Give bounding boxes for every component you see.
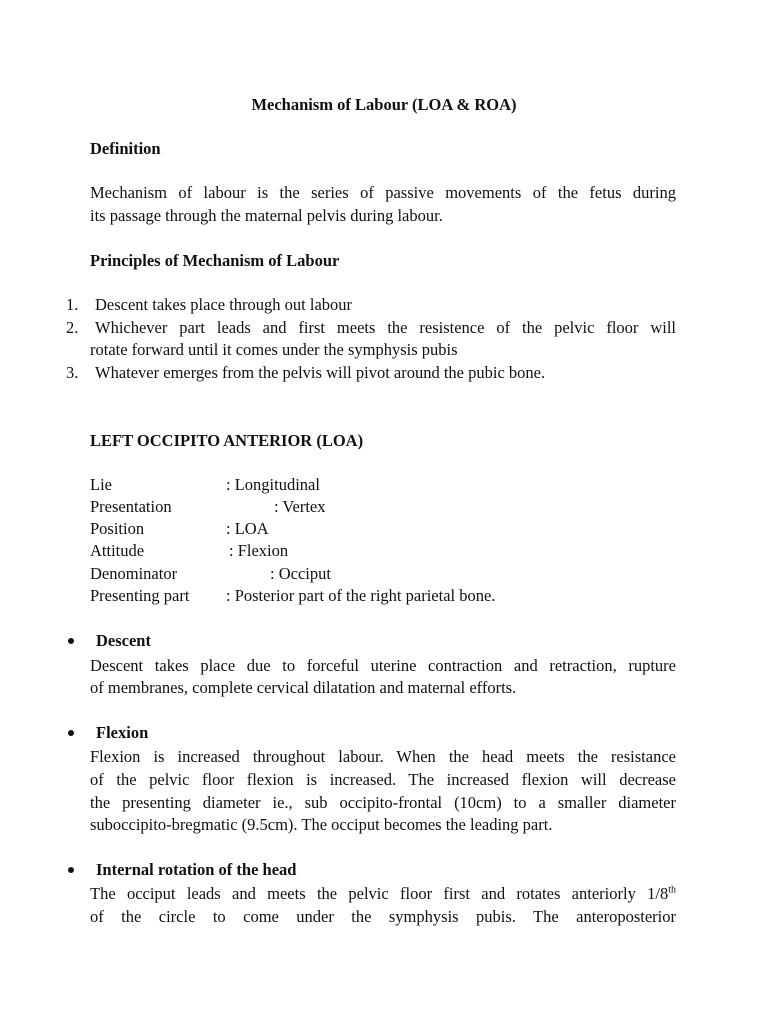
flexion-line-4: suboccipito-bregmatic (9.5cm). The occiput becomes the leading part. — [90, 815, 553, 834]
field-label-presenting-part: Presenting part — [90, 586, 190, 605]
internal-rotation-heading: Internal rotation of the head — [96, 860, 297, 879]
field-label-denominator: Denominator — [90, 564, 178, 583]
definition-line-2: its passage through the maternal pelvis during labour. — [90, 206, 443, 225]
field-value-presentation: : Vertex — [274, 497, 326, 516]
field-label-position: Position — [90, 519, 145, 538]
bullet-icon — [68, 638, 74, 644]
descent-line-1: Descent takes place due to forceful uterine contraction and retraction, rupture — [90, 656, 676, 675]
principle-number-2: 2. — [66, 318, 79, 337]
flexion-line-3: the presenting diameter ie., sub occipito-frontal (10cm) to a smaller diameter — [90, 793, 676, 812]
descent-heading: Descent — [96, 631, 151, 650]
principle-item-2-line-1: Whichever part leads and first meets the resistence of the pelvic floor will — [95, 318, 676, 337]
loa-heading: LEFT OCCIPITO ANTERIOR (LOA) — [90, 431, 364, 450]
field-value-denominator: : Occiput — [270, 564, 331, 583]
internal-rotation-line-1-text: The occiput leads and meets the pelvic floor first and rotates anteriorly 1/8 — [90, 884, 669, 903]
definition-heading: Definition — [90, 139, 161, 158]
principles-heading: Principles of Mechanism of Labour — [90, 251, 340, 270]
flexion-line-1: Flexion is increased throughout labour. When the head meets the resistance — [90, 747, 676, 766]
bullet-icon — [68, 730, 74, 736]
descent-line-2: of membranes, complete cervical dilatation and maternal efforts. — [90, 678, 517, 697]
principle-item-1: Descent takes place through out labour — [95, 295, 353, 314]
field-label-attitude: Attitude — [90, 541, 145, 560]
flexion-heading: Flexion — [96, 723, 149, 742]
field-value-attitude: : Flexion — [229, 541, 289, 560]
document-title: Mechanism of Labour (LOA & ROA) — [251, 95, 517, 114]
bullet-icon — [68, 867, 74, 873]
internal-rotation-line-2: of the circle to come under the symphysis pubis. The anteroposterior — [90, 907, 676, 926]
field-value-presenting-part: : Posterior part of the right parietal bone. — [226, 586, 496, 605]
field-value-position: : LOA — [226, 519, 269, 538]
ordinal-superscript: th — [668, 884, 676, 896]
field-value-lie: : Longitudinal — [226, 475, 320, 494]
flexion-line-2: of the pelvic floor flexion is increased. The increased flexion will decrease — [90, 770, 676, 789]
principle-number-3: 3. — [66, 363, 79, 382]
internal-rotation-line-1 — [90, 883, 676, 905]
principle-item-2-line-2: rotate forward until it comes under the symphysis pubis — [90, 340, 458, 359]
definition-line-1: Mechanism of labour is the series of passive movements of the fetus during — [90, 183, 676, 202]
principle-number-1: 1. — [66, 295, 79, 314]
field-label-presentation: Presentation — [90, 497, 172, 516]
principle-item-3: Whatever emerges from the pelvis will pivot around the pubic bone. — [95, 363, 546, 382]
field-label-lie: Lie — [90, 475, 112, 494]
